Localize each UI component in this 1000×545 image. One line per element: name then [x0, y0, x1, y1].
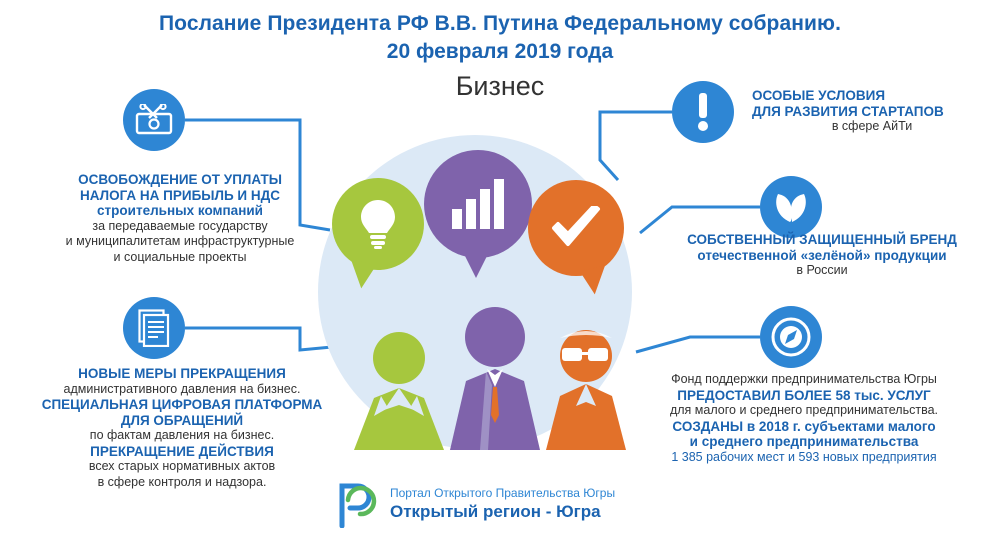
line: в сфере контроля и надзора. — [97, 474, 267, 489]
text-block-right-top — [752, 88, 992, 135]
line: ПРЕДОСТАВИЛ БОЛЕЕ 58 тыс. УСЛУГ — [677, 387, 931, 403]
line: в сфере АйТи — [831, 119, 913, 133]
line: отечественной «зелёной» продукции — [697, 247, 947, 263]
line: НОВЫЕ МЕРЫ ПРЕКРАЩЕНИЯ — [78, 366, 286, 381]
line: всех старых нормативных актов — [88, 459, 276, 473]
compass-icon — [771, 317, 811, 357]
title-subtitle: Бизнес — [455, 71, 545, 101]
line: строительных компаний — [97, 203, 263, 218]
lightbulb-icon — [357, 198, 399, 250]
line: и социальные проекты — [113, 249, 247, 264]
node-leaf[interactable] — [760, 176, 822, 238]
title-line-2: 20 февраля 2019 года — [386, 40, 614, 63]
line: ДЛЯ ОБРАЩЕНИЙ — [120, 412, 244, 428]
checkmark-icon — [550, 206, 602, 250]
bar-chart-icon — [450, 179, 506, 229]
line: НАЛОГА НА ПРИБЫЛЬ И НДС — [79, 187, 280, 203]
open-region-ugra-logo — [336, 480, 382, 528]
line: административного давления на бизнес. — [63, 381, 301, 396]
node-compass[interactable] — [760, 306, 822, 368]
exclamation-mark-icon — [695, 93, 711, 131]
text-block-left-bottom — [22, 366, 342, 490]
line: СПЕЦИАЛЬНАЯ ЦИФРОВАЯ ПЛАТФОРМА — [41, 397, 323, 412]
line: в России — [796, 263, 848, 277]
line: ПРЕКРАЩЕНИЕ ДЕЙСТВИЯ — [90, 443, 274, 459]
line: Фонд поддержки предпринимательства Югры — [671, 372, 937, 386]
line: и среднего предпринимательства — [689, 434, 919, 449]
footer-line-1: Портал Открытого Правительства Югры — [390, 486, 616, 500]
document-icon — [138, 309, 170, 347]
line: ДЛЯ РАЗВИТИЯ СТАРТАПОВ — [752, 103, 944, 119]
line: СОЗДАНЫ в 2018 г. субъектами малого — [672, 418, 936, 434]
footer-logo-block[interactable] — [336, 480, 615, 528]
text-block-left-top — [30, 172, 330, 265]
line: по фактам давления на бизнес. — [89, 428, 275, 442]
line: ОСВОБОЖДЕНИЕ ОТ УПЛАТЫ — [78, 172, 282, 187]
node-scissors[interactable] — [123, 89, 185, 151]
bubble-checkmark — [528, 180, 624, 276]
node-exclamation[interactable] — [672, 81, 734, 143]
person-woman-icon — [344, 330, 454, 450]
line: за передаваемые государству — [92, 218, 268, 233]
footer-line-2: Открытый регион - Югра — [390, 502, 601, 521]
text-block-right-bottom — [608, 372, 1000, 465]
line: для малого и среднего предпринимательства. — [669, 403, 939, 417]
line: ОСОБЫЕ УСЛОВИЯ — [752, 88, 886, 103]
bubble-bar-chart — [424, 150, 532, 258]
node-document[interactable] — [123, 297, 185, 359]
line: и муниципалитетам инфраструктурные — [65, 234, 295, 248]
bubble-lightbulb — [332, 178, 424, 270]
scissors-money-icon — [135, 104, 173, 136]
text-block-right-middle — [648, 232, 996, 279]
line: СОБСТВЕННЫЙ ЗАЩИЩЕННЫЙ БРЕНД — [687, 232, 957, 247]
line: 1 385 рабочих мест и 593 новых предприятия — [671, 449, 937, 464]
title-line-1: Послание Президента РФ В.В. Путина Федеральному собранию. — [158, 12, 842, 35]
footer-text — [390, 486, 615, 522]
leaf-icon — [772, 190, 810, 224]
